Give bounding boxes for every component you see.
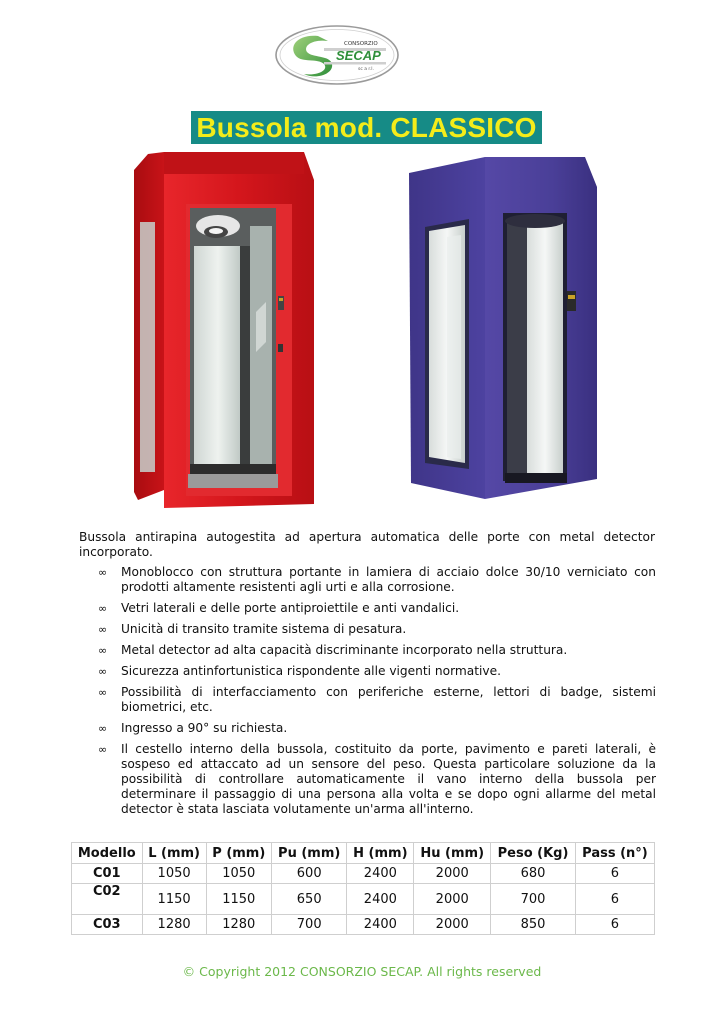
header-l: L (mm) — [142, 843, 206, 864]
blue-booth-image — [409, 157, 598, 499]
logo-text-small: CONSORZIO — [344, 41, 378, 47]
list-item — [96, 643, 656, 658]
table-cell: 680 — [491, 864, 576, 884]
table-cell: 2000 — [414, 864, 491, 884]
table-cell: 1050 — [206, 864, 271, 884]
infinity-bullet-icon: ∞ — [98, 665, 108, 678]
table-row — [72, 864, 655, 884]
red-booth-image — [134, 152, 316, 508]
header-pass: Pass (n°) — [575, 843, 654, 864]
table-cell: 1280 — [206, 915, 271, 935]
list-item-text: Unicità di transito tramite sistema di pesatura. — [121, 622, 407, 636]
list-item-text: Sicurezza antinfortunistica rispondente alle vigenti normative. — [121, 664, 501, 678]
infinity-bullet-icon: ∞ — [98, 566, 108, 579]
table-cell: 6 — [575, 864, 654, 884]
header-h: H (mm) — [347, 843, 414, 864]
table-cell: 6 — [575, 884, 654, 915]
copyright-footer: © Copyright 2012 CONSORZIO SECAP. All rights reserved — [182, 964, 542, 979]
table-cell: 2000 — [414, 884, 491, 915]
table-cell: 1050 — [142, 864, 206, 884]
list-item — [96, 565, 656, 595]
header-pu: Pu (mm) — [271, 843, 346, 864]
cell-model: C03 — [72, 915, 143, 935]
features-list — [96, 565, 656, 823]
table-cell: 850 — [491, 915, 576, 935]
table-cell: 1150 — [206, 884, 271, 915]
table-cell: 700 — [491, 884, 576, 915]
specifications-table — [71, 842, 655, 935]
table-cell: 1150 — [142, 884, 206, 915]
table-cell: 700 — [271, 915, 346, 935]
list-item — [96, 721, 656, 736]
list-item-text: Vetri laterali e delle porte antiproiettile e anti vandalici. — [121, 601, 460, 615]
header-hu: Hu (mm) — [414, 843, 491, 864]
list-item — [96, 664, 656, 679]
table-cell: 650 — [271, 884, 346, 915]
header-p: P (mm) — [206, 843, 271, 864]
list-item-text: Ingresso a 90° su richiesta. — [121, 721, 288, 735]
list-item-text: Possibilità di interfacciamento con periferiche esterne, lettori di badge, sistemi biometrici, etc. — [121, 685, 656, 714]
table-cell: 2400 — [347, 915, 414, 935]
logo-text-sub: sc a r.l. — [358, 67, 374, 72]
table-cell: 6 — [575, 915, 654, 935]
list-item-text: Il cestello interno della bussola, costituito da porte, pavimento e pareti laterali, è sospeso ed attaccato ad un sensore del peso. Questa particolare soluzione da la possibilità di controllare automaticamente il vano interno della bussola per determinare il passaggio di una persona alla volta e se dopo ogni allarme del metal detector è stata lasciata volutamente un'arma all'interno. — [121, 742, 656, 816]
list-item — [96, 622, 656, 637]
table-row — [72, 884, 655, 915]
list-item-text: Monoblocco con struttura portante in lamiera di acciaio dolce 30/10 verniciato con prodotti altamente resistenti agli urti e alla corrosione. — [121, 565, 656, 594]
infinity-bullet-icon: ∞ — [98, 644, 108, 657]
list-item — [96, 685, 656, 715]
list-item — [96, 601, 656, 616]
table-header-row — [72, 843, 655, 864]
list-item — [96, 742, 656, 817]
table-cell: 1280 — [142, 915, 206, 935]
infinity-bullet-icon: ∞ — [98, 722, 108, 735]
infinity-bullet-icon: ∞ — [98, 623, 108, 636]
page-title: Bussola mod. CLASSICO — [196, 111, 537, 143]
table-row — [72, 915, 655, 935]
table-cell: 600 — [271, 864, 346, 884]
list-item-text: Metal detector ad alta capacità discriminante incorporato nella struttura. — [121, 643, 568, 657]
infinity-bullet-icon: ∞ — [98, 602, 108, 615]
table-cell: 2400 — [347, 884, 414, 915]
cell-model: C01 — [72, 864, 143, 884]
cell-model: C02 — [72, 884, 143, 915]
infinity-bullet-icon: ∞ — [98, 743, 108, 756]
logo-text-large: SECAP — [336, 48, 381, 63]
table-cell: 2000 — [414, 915, 491, 935]
title-banner — [191, 111, 542, 144]
header-peso: Peso (Kg) — [491, 843, 576, 864]
header-modello: Modello — [72, 843, 143, 864]
intro-paragraph: Bussola antirapina autogestita ad apertura automatica delle porte con metal detector incorporato. — [79, 530, 655, 559]
infinity-bullet-icon: ∞ — [98, 686, 108, 699]
consorzio-secap-logo — [274, 24, 400, 86]
table-cell: 2400 — [347, 864, 414, 884]
